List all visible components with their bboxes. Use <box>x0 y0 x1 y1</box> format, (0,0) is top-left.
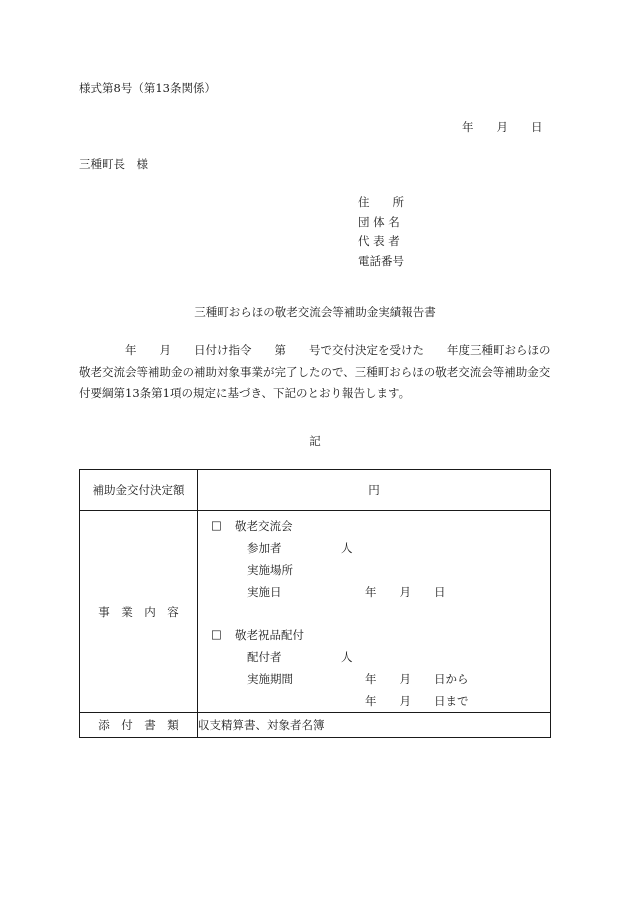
content-cell <box>198 511 551 713</box>
attach-row <box>80 713 551 738</box>
event-date-label: 実施日 <box>247 585 282 599</box>
document-title: 三種町おらほの敬老交流会等補助金実績報告書 <box>194 305 436 319</box>
participants-label: 参加者 <box>247 541 282 555</box>
applicant-representative-label: 代 表 者 <box>358 234 400 248</box>
checkbox-icon: □ <box>211 518 222 532</box>
attach-value: 収支精算書、対象者名簿 <box>198 713 551 738</box>
ki-heading: 記 <box>309 434 321 448</box>
applicant-address-label: 住 所 <box>358 195 404 209</box>
attach-label: 添 付 書 類 <box>80 713 198 738</box>
event-date-value: 年 月 日 <box>365 585 446 599</box>
venue-label: 実施場所 <box>247 563 293 577</box>
date-line: 年 月 日 <box>462 120 543 134</box>
amount-value: 円 <box>198 470 551 511</box>
applicant-block <box>358 193 404 271</box>
period-label: 実施期間 <box>247 672 293 686</box>
content-label: 事 業 内 容 <box>80 511 198 713</box>
applicant-group-label: 団 体 名 <box>358 214 400 229</box>
addressee: 三種町長 様 <box>79 157 148 171</box>
applicant-phone-label: 電話番号 <box>358 253 404 268</box>
amount-row <box>80 470 551 511</box>
form-number: 様式第8号（第13条関係） <box>79 81 216 95</box>
content-row <box>80 511 551 713</box>
participants-unit: 人 <box>341 541 353 555</box>
recipients-unit: 人 <box>341 650 353 664</box>
amount-label: 補助金交付決定額 <box>80 470 198 511</box>
period-to: 年 月 日まで <box>365 694 469 708</box>
report-table <box>79 469 551 738</box>
body-text: 年 月 日付け指令 第 号で交付決定を受けた 年度三種町おらほの敬老交流会等補助金の補助対象事業が完了したので、三種町おらほの敬老交流会等補助金交付要綱第13条第1項の規定に基づき、下記のとおり報告します。 <box>79 343 551 400</box>
period-from: 年 月 日から <box>365 672 469 686</box>
option2-title: 敬老祝品配付 <box>235 628 304 642</box>
option1-title: 敬老交流会 <box>235 519 293 533</box>
checkbox-icon: □ <box>211 627 222 641</box>
recipients-label: 配付者 <box>247 650 282 664</box>
